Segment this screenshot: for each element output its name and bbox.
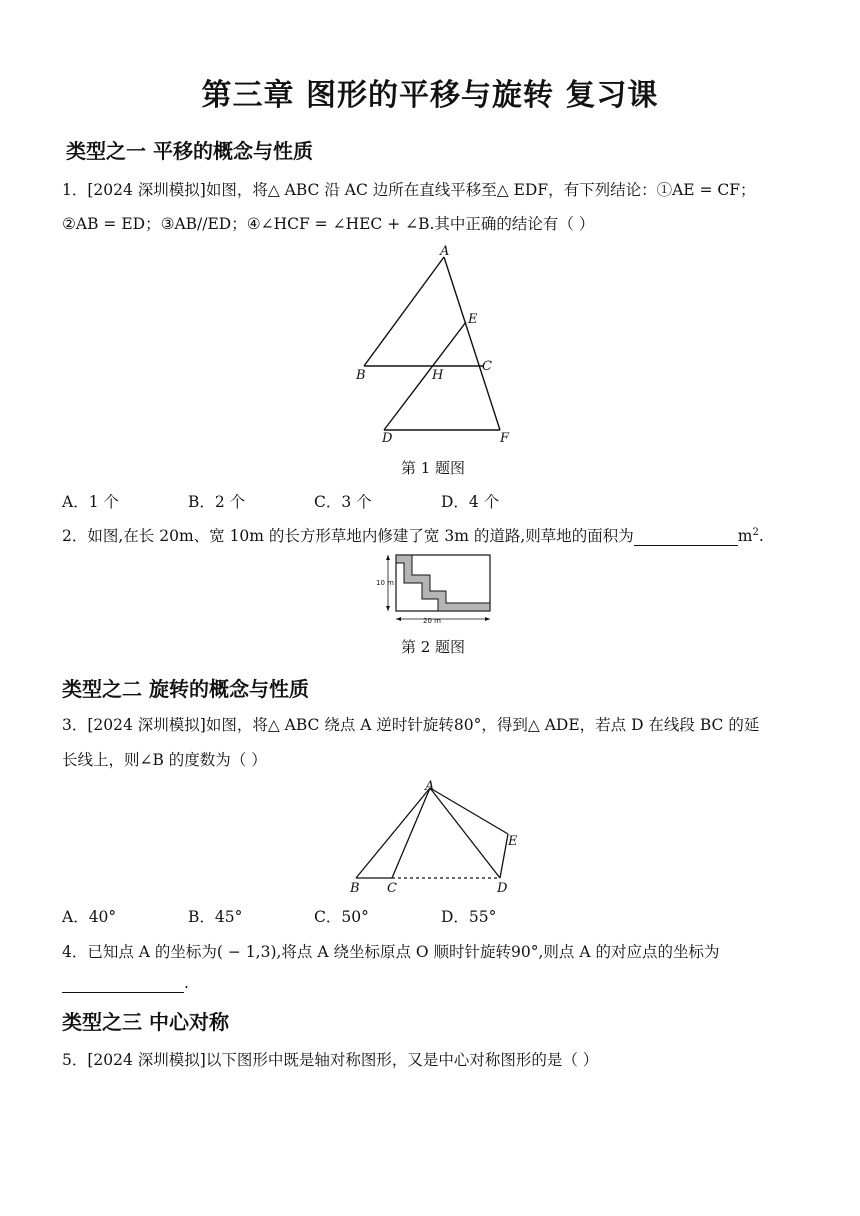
- q2-unit-end: .: [758, 527, 764, 545]
- section-heading-3: 类型之三 中心对称: [62, 1010, 229, 1034]
- q2-question: 2．如图,在长 20m、宽 10m 的长方形草地内修建了宽 3m 的道路,则草地的面积为: [62, 527, 634, 545]
- q1-label-c: C: [482, 359, 492, 374]
- q2-unit: [738, 527, 764, 545]
- q4-answer-blank: [62, 974, 184, 993]
- q1-label-a: A: [440, 244, 450, 259]
- q3-label-b: B: [350, 881, 360, 896]
- q1-text-line2: ②AB = ED；③AB//ED；④∠HCF = ∠HEC + ∠B.其中正确的结论有（ ）: [62, 215, 595, 233]
- q3-label-a: A: [425, 779, 435, 794]
- section-heading-2: 类型之二 旋转的概念与性质: [62, 677, 309, 701]
- q3-option-c: C．50°: [314, 908, 369, 926]
- q2-unit-base: m: [737, 527, 753, 545]
- q1-label-h: H: [432, 368, 444, 383]
- q1-label-d: D: [382, 431, 393, 446]
- q3-label-c: C: [387, 881, 397, 896]
- q2-width-label: 20 m: [423, 617, 441, 625]
- q1-option-b: B．2 个: [188, 493, 246, 511]
- q2-height-label: 10 m: [376, 579, 394, 587]
- q3-figure: [344, 778, 524, 896]
- q2-text: [62, 524, 764, 546]
- q1-label-b: B: [356, 368, 366, 383]
- q4-answer-line: [62, 974, 189, 993]
- q3-option-b: B．45°: [188, 908, 243, 926]
- q4-text: 4．已知点 A 的坐标为( − 1,3),将点 A 绕坐标原点 O 顺时针旋转90°,则点 A 的对应点的坐标为: [62, 943, 720, 961]
- q2-answer-blank: [634, 527, 738, 546]
- q1-option-a: A．1 个: [62, 493, 119, 511]
- q4-end: .: [184, 974, 189, 992]
- section-heading-1: 类型之一 平移的概念与性质: [66, 139, 313, 163]
- q1-text-line1: 1．[2024 深圳模拟]如图，将△ ABC 沿 AC 边所在直线平移至△ EDF，有下列结论：①AE = CF；: [62, 181, 756, 199]
- q3-label-d: D: [497, 881, 508, 896]
- page-title: 第三章 图形的平移与旋转 复习课: [201, 78, 659, 113]
- q1-label-f: F: [500, 431, 510, 446]
- q3-option-d: D．55°: [441, 908, 497, 926]
- q1-label-e: E: [468, 312, 478, 327]
- q1-caption: 第 1 题图: [400, 459, 466, 477]
- q3-text-line2: 长线上，则∠B 的度数为（ ）: [62, 751, 267, 769]
- q1-option-c: C．3 个: [314, 493, 372, 511]
- q3-option-a: A．40°: [62, 908, 117, 926]
- q5-text: 5．[2024 深圳模拟]以下图形中既是轴对称图形，又是中心对称图形的是（ ）: [62, 1051, 599, 1069]
- q1-option-d: D．4 个: [441, 493, 500, 511]
- q3-label-e: E: [508, 834, 518, 849]
- q3-text-line1: 3．[2024 深圳模拟]如图，将△ ABC 绕点 A 逆时针旋转80°，得到△ ADE，若点 D 在线段 BC 的延: [62, 716, 760, 734]
- q2-figure: [374, 553, 494, 627]
- q1-figure: [340, 240, 530, 450]
- q2-caption: 第 2 题图: [400, 638, 466, 656]
- q2-unit-sup: 2: [752, 526, 759, 538]
